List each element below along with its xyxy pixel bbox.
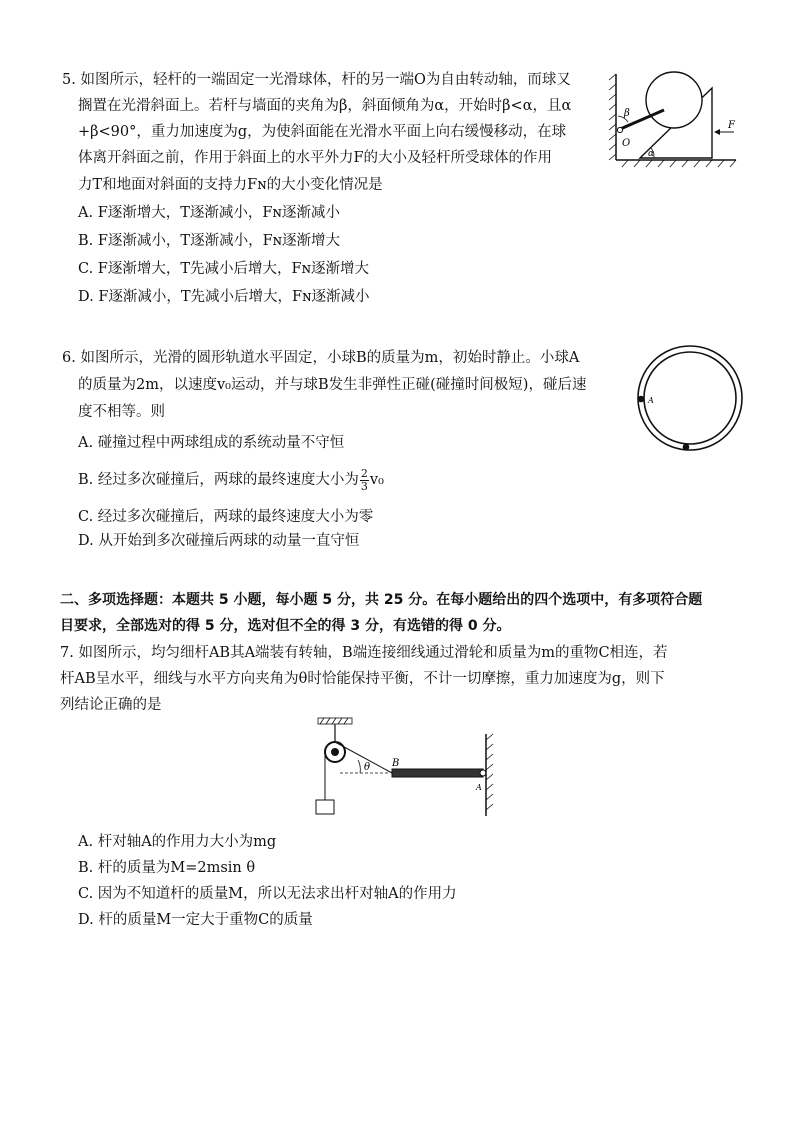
q7-label-a: A: [476, 783, 482, 792]
q6-fraction: [360, 468, 369, 493]
q6-label-a: A: [648, 396, 654, 405]
q7-figure: [312, 716, 494, 822]
q5-option-a: A. F逐渐增大，T逐渐减小，Fɴ逐渐减小: [78, 205, 340, 221]
q6-option-d: D. 从开始到多次碰撞后两球的动量一直守恒: [78, 533, 360, 549]
q5-stem-4: 体离开斜面之前，作用于斜面上的水平外力F的大小及轻杆所受球体的作用: [78, 150, 553, 166]
q5-option-c: C. F逐渐增大，T先减小后增大，Fɴ逐渐增大: [78, 261, 369, 277]
q5-stem-5: 力T和地面对斜面的支持力Fɴ的大小变化情况是: [78, 177, 383, 193]
q5-label-beta: β: [624, 108, 630, 119]
q6-option-c: C. 经过多次碰撞后，两球的最终速度大小为零: [78, 509, 374, 525]
q7-stem-2: 杆AB呈水平，细线与水平方向夹角为θ时恰能保持平衡，不计一切摩擦，重力加速度为g，则下: [60, 671, 665, 687]
q7-option-a: A. 杆对轴A的作用力大小为mg: [78, 834, 277, 850]
q6-option-b-prefix: B. 经过多次碰撞后，两球的最终速度大小为: [78, 472, 359, 488]
q6-fraction-num: 2: [360, 466, 368, 480]
q6-stem-2: 的质量为2m，以速度v₀运动，并与球B发生非弹性正碰(碰撞时间极短)，碰后速: [78, 377, 587, 393]
q7-option-b: B. 杆的质量为M=2msin θ: [78, 860, 256, 876]
q5-option-d: D. F逐渐减小，T先减小后增大，Fɴ逐渐减小: [78, 289, 370, 305]
q6-fraction-den: 3: [360, 479, 368, 493]
q5-label-o: O: [622, 138, 631, 149]
q7-option-c: C. 因为不知道杆的质量M，所以无法求出杆对轴A的作用力: [78, 886, 457, 902]
q6-stem-3: 度不相等。则: [78, 404, 165, 420]
q7-label-theta: θ: [364, 762, 371, 773]
q6-option-b-suffix: v₀: [369, 472, 384, 488]
section2-heading-1: 二、多项选择题：本题共 5 小题，每小题 5 分，共 25 分。在每小题给出的四个选项中，有多项符合题: [60, 592, 703, 608]
section2-heading-2: 目要求，全部选对的得 5 分，选对但不全的得 3 分，有选错的得 0 分。: [60, 618, 511, 634]
q7-stem-3: 列结论正确的是: [60, 697, 162, 713]
q5-stem-1: 5. 如图所示，轻杆的一端固定一光滑球体，杆的另一端O为自由转动轴，而球又: [62, 72, 571, 88]
q5-label-f: F: [728, 120, 735, 131]
q6-stem-1: 6. 如图所示，光滑的圆形轨道水平固定，小球B的质量为m，初始时静止。小球A: [62, 350, 580, 366]
q5-figure: [608, 66, 740, 168]
q5-option-b: B. F逐渐减小，T逐渐减小，Fɴ逐渐增大: [78, 233, 341, 249]
q7-label-b: B: [392, 758, 400, 769]
q5-stem-2: 搁置在光滑斜面上。若杆与墙面的夹角为β，斜面倾角为α，开始时β<α，且α: [78, 98, 572, 114]
q5-stem-3: +β<90°，重力加速度为g，为使斜面能在光滑水平面上向右缓慢移动，在球: [78, 124, 567, 140]
q7-option-d: D. 杆的质量M一定大于重物C的质量: [78, 912, 313, 928]
q6-figure: [634, 342, 746, 454]
q6-option-a: A. 碰撞过程中两球组成的系统动量不守恒: [78, 435, 345, 451]
q7-stem-1: 7. 如图所示，均匀细杆AB其A端装有转轴，B端连接细线通过滑轮和质量为m的重物C相连，若: [60, 645, 668, 661]
q6-option-b: [78, 466, 384, 494]
q5-label-alpha: α: [648, 149, 655, 159]
